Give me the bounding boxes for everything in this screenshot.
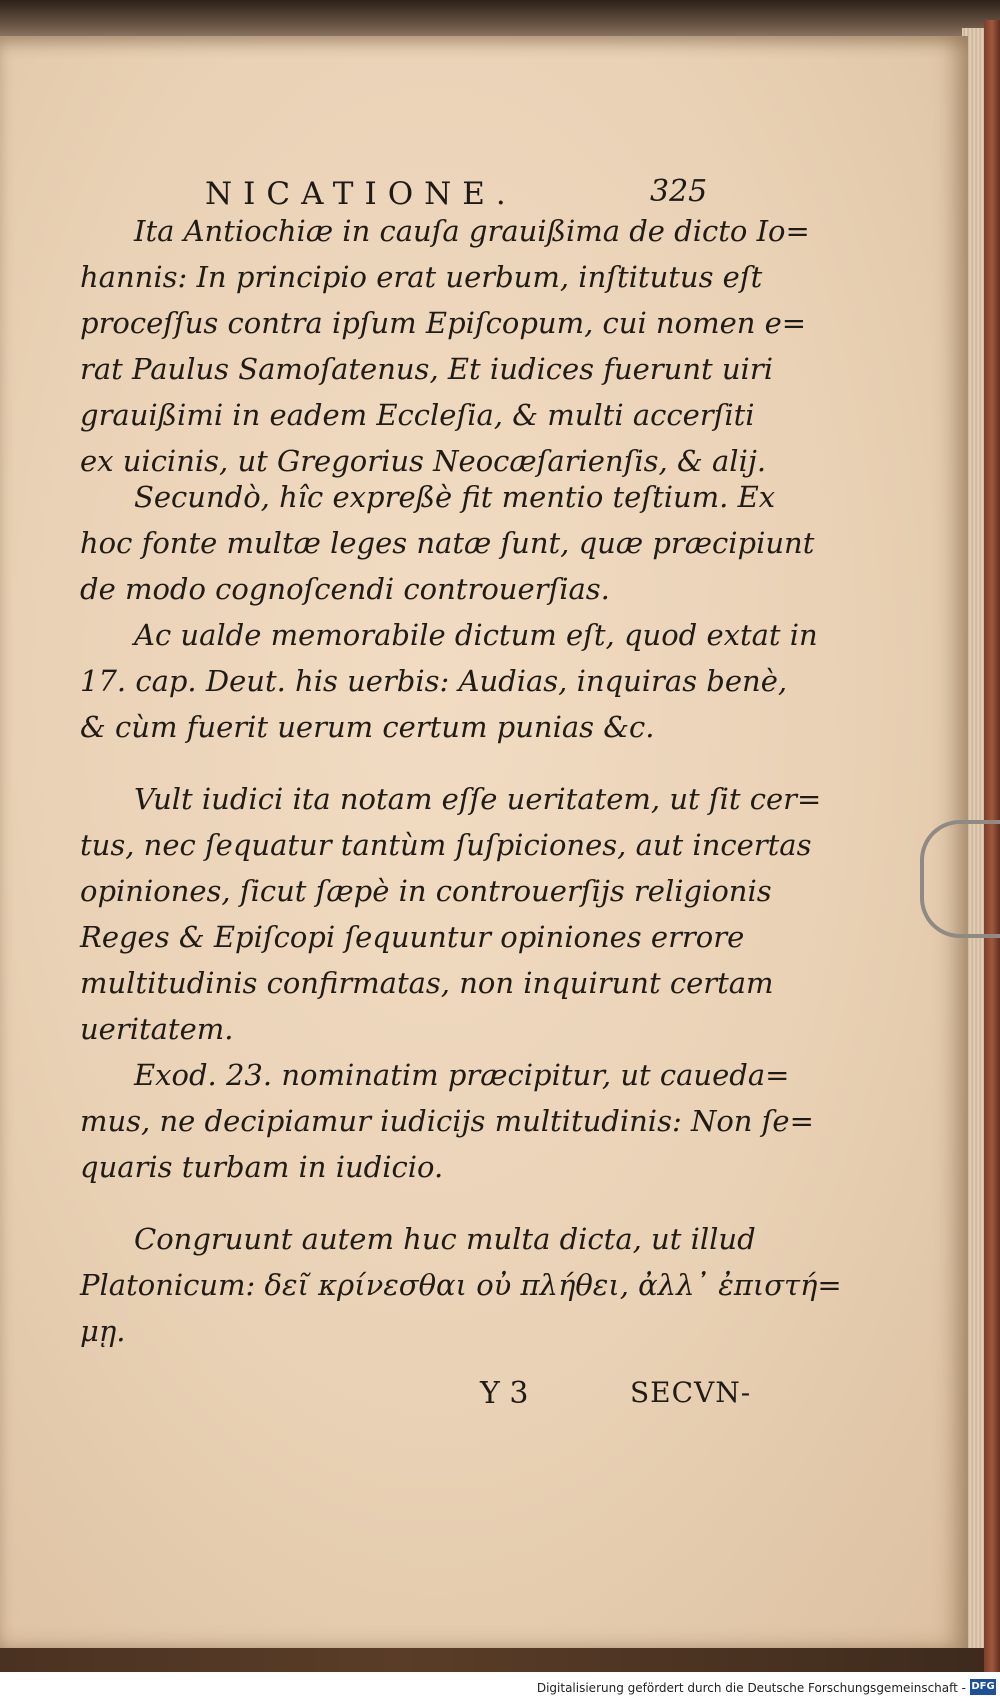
text-line: grauißimi in eadem Eccleſia, & multi accerſiti <box>80 398 755 432</box>
text-line: de modo cognoſcendi controuerſias. <box>80 572 610 606</box>
paragraph-3 <box>80 776 822 1190</box>
paragraph-4 <box>80 1216 842 1354</box>
signature-mark: Y 3 <box>480 1376 529 1411</box>
text-line: Vult iudici ita notam eſſe ueritatem, ut ſit cer= <box>134 782 822 816</box>
text-line: Congruunt autem huc multa dicta, ut illud <box>134 1222 756 1256</box>
text-line: Reges & Epiſcopi ſequuntur opiniones errore <box>80 920 745 954</box>
text-line: quaris turbam in iudicio. <box>80 1150 444 1184</box>
page-number: 325 <box>650 174 708 209</box>
paragraph-2 <box>80 474 818 750</box>
text-line: Exod. 23. nominatim præcipitur, ut caueda= <box>134 1058 790 1092</box>
text-line: hannis: In principio erat uerbum, inſtitutus eſt <box>80 260 763 294</box>
paragraph-1 <box>80 208 810 484</box>
page-clip <box>920 820 1000 938</box>
text-line: rat Paulus Samoſatenus, Et iudices fuerunt uiri <box>80 352 773 386</box>
dfg-logo-icon: DFG <box>970 1679 996 1695</box>
text-line: μῃ. <box>80 1314 126 1348</box>
book-top-edge <box>0 0 1000 36</box>
text-line: proceſſus contra ipſum Epiſcopum, cui nomen e= <box>80 306 807 340</box>
book-page <box>0 36 968 1648</box>
text-line: ueritatem. <box>80 1012 234 1046</box>
text-line: opiniones, ſicut ſæpè in controuerſijs religionis <box>80 874 772 908</box>
running-head: NICATIONE. <box>205 176 517 212</box>
text-line: & cùm fuerit uerum certum punias &c. <box>80 710 655 744</box>
text-line: hoc fonte multæ leges natæ ſunt, quæ præcipiunt <box>80 526 815 560</box>
text-line: multitudinis confirmatas, non inquirunt certam <box>80 966 774 1000</box>
text-line: Ita Antiochiæ in cauſa grauißima de dicto Io= <box>134 214 810 248</box>
text-line: mus, ne decipiamur iudicijs multitudinis: Non ſe= <box>80 1104 814 1138</box>
text-line: Ac ualde memorabile dictum eſt, quod extat in <box>134 618 818 652</box>
text-line: tus, nec ſequatur tantùm ſuſpiciones, aut incertas <box>80 828 812 862</box>
text-line: Platonicum: δεῖ κρίνεσθαι οὐ πλήθει, ἀλλ᾽ ἐπιστή= <box>80 1268 842 1302</box>
catchword: SECVN- <box>630 1376 752 1409</box>
text-line: ex uicinis, ut Gregorius Neocæſarienſis, & alij. <box>80 444 767 478</box>
text-line: Secundò, hîc expreßè fit mentio teſtium. Ex <box>134 480 776 514</box>
credit-text: Digitalisierung gefördert durch die Deutsche Forschungsgemeinschaft - <box>536 1681 966 1695</box>
text-line: 17. cap. Deut. his uerbis: Audias, inquiras benè, <box>80 664 788 698</box>
